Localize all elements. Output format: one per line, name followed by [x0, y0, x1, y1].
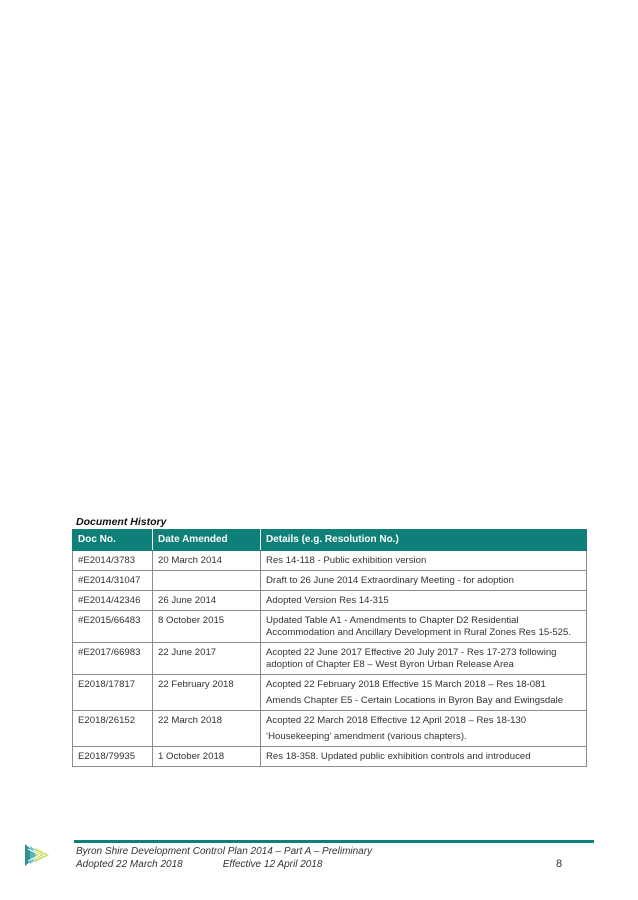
- cell-date: 26 June 2014: [153, 591, 261, 611]
- cell-date: 8 October 2015: [153, 611, 261, 643]
- cell-details: [261, 571, 587, 591]
- cell-date: 22 March 2018: [153, 711, 261, 747]
- table-row: [73, 675, 587, 711]
- cell-doc-no: E2018/79935: [73, 747, 153, 767]
- table-row: [73, 611, 587, 643]
- cell-date: 22 June 2017: [153, 643, 261, 675]
- byron-shire-logo-icon: [22, 840, 52, 870]
- details-line: Acopted 22 February 2018 Effective 15 March 2018 – Res 18-081: [266, 679, 546, 690]
- footer-text: [76, 846, 372, 871]
- cell-doc-no: #E2017/66983: [73, 643, 153, 675]
- cell-details: [261, 551, 587, 571]
- table-row: [73, 711, 587, 747]
- cell-details: [261, 611, 587, 643]
- cell-details: [261, 675, 587, 711]
- document-history-table: [72, 529, 587, 767]
- cell-date: [153, 571, 261, 591]
- footer-effective: Effective 12 April 2018: [222, 858, 323, 870]
- details-line: Res 14-118 - Public exhibition version: [266, 555, 427, 566]
- cell-doc-no: #E2014/42346: [73, 591, 153, 611]
- cell-doc-no: E2018/17817: [73, 675, 153, 711]
- cell-doc-no: #E2014/31047: [73, 571, 153, 591]
- details-line: Acopted 22 June 2017 Effective 20 July 2017 - Res 17-273 following adoption of Chapter E8 – West Byron Urban Release Area: [266, 647, 557, 670]
- cell-details: [261, 591, 587, 611]
- footer-dates: [76, 859, 372, 872]
- table-row: [73, 551, 587, 571]
- document-history-title: Document History: [76, 516, 167, 528]
- footer-rule: [74, 840, 594, 843]
- table-row: [73, 643, 587, 675]
- details-line: Amends Chapter E5 - Certain Locations in Byron Bay and Ewingsdale: [266, 695, 564, 706]
- table-row: [73, 747, 587, 767]
- header-details: Details (e.g. Resolution No.): [261, 530, 587, 551]
- footer-plan-title: Byron Shire Development Control Plan 2014 – Part A – Preliminary: [76, 846, 373, 857]
- cell-doc-no: #E2014/3783: [73, 551, 153, 571]
- cell-date: 20 March 2014: [153, 551, 261, 571]
- details-line: ‘Housekeeping’ amendment (various chapters).: [266, 731, 467, 742]
- cell-date: 22 February 2018: [153, 675, 261, 711]
- cell-details: [261, 747, 587, 767]
- cell-doc-no: #E2015/66483: [73, 611, 153, 643]
- details-line: Draft to 26 June 2014 Extraordinary Meeting - for adoption: [266, 575, 514, 586]
- table-row: [73, 571, 587, 591]
- table-header-row: [73, 530, 587, 551]
- page-number: 8: [556, 858, 563, 870]
- footer-adopted: Adopted 22 March 2018: [76, 858, 183, 870]
- header-date-amended: Date Amended: [153, 530, 261, 551]
- details-line: Acopted 22 March 2018 Effective 12 April 2018 – Res 18-130: [266, 715, 527, 726]
- header-doc-no: Doc No.: [73, 530, 153, 551]
- details-line: Adopted Version Res 14-315: [266, 595, 389, 606]
- cell-date: 1 October 2018: [153, 747, 261, 767]
- table-row: [73, 591, 587, 611]
- details-line: Updated Table A1 - Amendments to Chapter D2 Residential Accommodation and Ancillary Development in Rural Zones Res 15-525.: [266, 615, 572, 638]
- cell-doc-no: E2018/26152: [73, 711, 153, 747]
- details-line: Res 18-358. Updated public exhibition controls and introduced: [266, 751, 531, 762]
- cell-details: [261, 643, 587, 675]
- cell-details: [261, 711, 587, 747]
